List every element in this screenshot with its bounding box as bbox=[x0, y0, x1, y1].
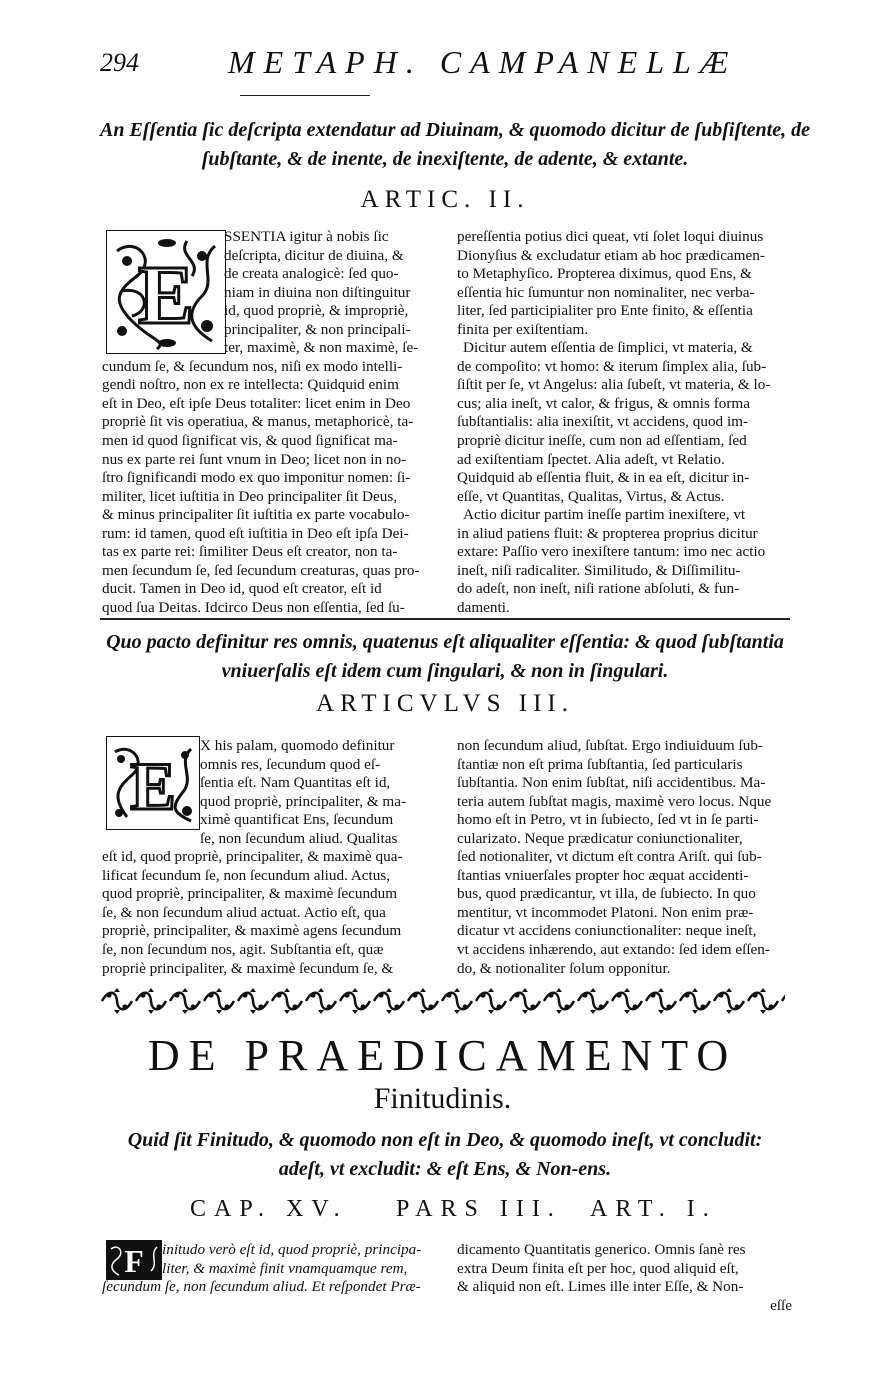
text-line: teria autem ſubſtat magis, maximè vero locus. Nque bbox=[457, 792, 772, 810]
treatise-title: DE PRAEDICAMENTO bbox=[147, 1031, 738, 1080]
section2-left-column bbox=[102, 737, 437, 978]
section2-question bbox=[100, 628, 790, 686]
section1-right-column bbox=[457, 228, 792, 617]
text-line: quod propriè, principaliter, & maximè ſecundum bbox=[102, 885, 398, 903]
chapter-number: CAP. XV. bbox=[190, 1196, 348, 1222]
text-line: ſe, non ſecundum aliud. Qualitas bbox=[200, 829, 398, 847]
text-line: principaliter, & non principali- bbox=[224, 320, 411, 338]
dropcap-letter: E bbox=[130, 748, 176, 824]
text-line: dicamento Quantitatis generico. Omnis ſanè res bbox=[457, 1241, 746, 1258]
section1-article-heading: ARTIC. II. bbox=[360, 186, 530, 213]
text-line: ximè quantificat Ens, ſecundum bbox=[200, 811, 394, 829]
text-line: liter, ſed participialiter pro Ente finito, & eſſentia bbox=[457, 302, 753, 320]
text-line: homo eſt in Petro, vt in ſubiecto, ſed vt in ſe parti- bbox=[457, 811, 759, 829]
text-line: non ſecundum aliud, ſubſtat. Ergo indiuiduum ſub- bbox=[457, 737, 763, 754]
text-line: propriè, principaliter, & maximè agens ſecundum bbox=[102, 922, 402, 940]
text-line: eſt in Deo, eſt ipſe Deus totaliter: licet enim in Deo bbox=[102, 394, 411, 412]
text-line: dicatur vt accidens coniunctionaliter: neque ineſt, bbox=[457, 922, 757, 940]
text-line: rum: id tamen, quod eſt iuſtitia in Deo eſt ipſa Dei- bbox=[102, 524, 409, 542]
text-line: propriè principaliter, & maximè ſecundum ſe, & bbox=[102, 959, 394, 977]
text-line: damenti. bbox=[457, 598, 510, 616]
text-line: de compoſito: vt homo: & iterum ſimplex alia, ſub- bbox=[457, 357, 767, 375]
running-header bbox=[100, 44, 800, 84]
text-line: & minus principaliter ſit iuſtitia ex parte vocabulo- bbox=[102, 506, 410, 524]
section3-left-column bbox=[102, 1241, 437, 1297]
text-line: ſubſtantia. Non enim ſubſtat, niſi accidentibus. Ma- bbox=[457, 774, 766, 792]
text-line: lificat ſecundum ſe, non ſecundum aliud. Actus, bbox=[102, 866, 391, 884]
section1-question-line: An Eſſentia ſic deſcripta extendatur ad Diuinam, & quomodo dicitur de ſubſiſtente, de bbox=[100, 119, 810, 141]
text-line: Dicitur autem eſſentia de ſimplici, vt materia, & bbox=[463, 339, 753, 357]
running-title: METAPH. CAMPANELLÆ bbox=[228, 44, 738, 80]
text-line: ineſt, niſi radicaliter. Similitudo, & Diſſimilitu- bbox=[457, 561, 741, 579]
text-line: cularizato. Neque prædicatur coniunctionaliter, bbox=[457, 829, 743, 847]
text-line: gendi noſtro, non ex re intellecta: Quidquid enim bbox=[102, 376, 399, 394]
text-line: de creata analogicè: ſed quo- bbox=[224, 265, 399, 283]
text-line: cundum ſe, & ſecundum nos, niſi ex modo intelli- bbox=[102, 357, 403, 375]
section3-question bbox=[100, 1126, 790, 1184]
text-line: tas ex parte rei: ſimiliter Deus eſt creator, non ta- bbox=[102, 543, 398, 561]
text-line: eſſentia hic ſumuntur non nominaliter, nec verba- bbox=[457, 283, 755, 301]
text-line: cus; alia ineſt, vt calor, & frigus, & omnis forma bbox=[457, 394, 750, 412]
text-line: & aliquid non eſt. Limes ille inter Eſſe, & Non- bbox=[457, 1278, 744, 1296]
text-line: id, quod propriè, & impropriè, bbox=[224, 302, 409, 320]
text-line: ſentia eſt. Nam Quantitas eſt id, bbox=[200, 774, 391, 792]
text-line: eſt id, quod propriè, principaliter, & maximè qua- bbox=[102, 848, 403, 866]
text-line: to Metaphyſico. Propterea diximus, quod Ens, & bbox=[457, 265, 752, 283]
text-line: finita per exiſtentiam. bbox=[457, 320, 589, 338]
section2-article-heading: ARTICVLVS III. bbox=[316, 690, 574, 717]
section1-question bbox=[100, 116, 810, 174]
text-line: ſiſtit per ſe, vt Angelus: alia ſubeſt, vt materia, & lo- bbox=[457, 376, 771, 394]
text-line: ſed notionaliter, vt dictum eſt contra Ariſt. qui ſub- bbox=[457, 848, 762, 866]
text-line: liter, & maximè finit vnamquamque rem, bbox=[162, 1259, 408, 1277]
text-line: ſtro ſignificandi modo ex quo imponitur nomen: ſi- bbox=[102, 469, 411, 487]
section1-question-line: ſubſtante, & de inente, de inexiſtente, de adente, & extante. bbox=[201, 148, 689, 170]
text-line: ſubſtantialis: alia inexiſtit, vt accidens, quod im- bbox=[457, 413, 749, 431]
text-line: men id quod ſignificat vis, & quod ſignificat ma- bbox=[102, 432, 398, 450]
text-line: ad exiſtentiam ſpectet. Alia adeſt, vt Relatio. bbox=[457, 450, 725, 468]
text-line: Actio dicitur partim ineſſe partim inexiſtere, vt bbox=[463, 506, 746, 524]
header-rule bbox=[240, 95, 370, 96]
section2-question-line: Quo pacto definitur res omnis, quatenus eſt aliqualiter eſſentia: & quod ſubſtantia bbox=[106, 631, 784, 653]
section-divider-rule bbox=[100, 618, 790, 620]
section2-question-line: vniuerſalis eſt idem cum ſingulari, & non in ſingulari. bbox=[221, 660, 669, 682]
text-line: initudo verò eſt id, quod propriè, principa- bbox=[162, 1241, 422, 1258]
section3-question-line: Quid ſit Finitudo, & quomodo non eſt in Deo, & quomodo ineſt, vt concludit: bbox=[127, 1129, 763, 1151]
text-line: propriè dicitur ineſſe, cum non ad eſſentiam, ſed bbox=[457, 432, 747, 450]
dropcap-letter: E bbox=[137, 249, 195, 342]
section3-right-column bbox=[457, 1241, 792, 1315]
text-line: eſſe, vt Quantitas, Qualitas, Virtus, & Actus. bbox=[457, 487, 725, 505]
ornamental-band bbox=[100, 986, 785, 1016]
page-number: 294 bbox=[100, 48, 139, 77]
section3-question-line: adeſt, vt excludit: & eſt Ens, & Non-ens. bbox=[278, 1158, 612, 1180]
text-line: niam in diuina non diſtinguitur bbox=[224, 283, 411, 301]
text-line: quod propriè, principaliter, & ma- bbox=[200, 792, 407, 810]
article-number: ART. I. bbox=[590, 1196, 717, 1222]
text-line: extra Deum finita eſt per hoc, quod aliquid eſt, bbox=[457, 1259, 739, 1277]
text-line: eſſe bbox=[770, 1296, 792, 1314]
text-line: ſe, & non ſecundum aliud actuat. Actio eſt, qua bbox=[102, 903, 386, 921]
text-line: ſtantiæ non eſt prima ſubſtantia, ſed particularis bbox=[457, 755, 743, 773]
text-line: ter, maximè, & non maximè, ſe- bbox=[224, 339, 419, 357]
text-line: omnis res, ſecundum quod eſ- bbox=[200, 755, 381, 773]
text-line: ſecundum ſe, non ſecundum aliud. Et reſpondet Præ- bbox=[102, 1278, 421, 1296]
text-line: do adeſt, non ineſt, niſi ratione abſoluti, & fun- bbox=[457, 580, 740, 598]
fleuron-band-icon bbox=[100, 986, 785, 1016]
text-line: SSENTIA igitur à nobis ſic bbox=[224, 228, 389, 245]
text-line: bus, quod prædicantur, vt illa, de ſubiecto. In quo bbox=[457, 885, 756, 903]
treatise-subtitle: Finitudinis. bbox=[373, 1082, 512, 1115]
text-line: Dionyſius & excludatur etiam ab hoc prædicamen- bbox=[457, 246, 765, 264]
text-line: ſtantias vniuerſales propter hoc æquat accidenti- bbox=[457, 866, 749, 884]
text-line: X his palam, quomodo definitur bbox=[200, 737, 395, 754]
text-line: propriè ſit vis operatiua, & manus, metaphoricè, ta- bbox=[102, 413, 414, 431]
section2-right-column bbox=[457, 737, 792, 978]
section1-left-column bbox=[102, 228, 437, 617]
text-line: do, & notionaliter ſolum opponitur. bbox=[457, 959, 671, 977]
text-line: militer, licet iuſtitia in Deo principaliter ſit Deus, bbox=[102, 487, 398, 505]
text-line: nus ex parte rei ſunt vnum in Deo; licet non in no- bbox=[102, 450, 407, 468]
text-line: quod ſua Deitas. Idcirco Deus non eſſentia, ſed ſu- bbox=[102, 598, 405, 616]
text-line: ſe, non ſecundum nos, agit. Subſtantia eſt, quæ bbox=[102, 941, 384, 959]
text-line: deſcripta, dicitur de diuina, & bbox=[224, 246, 404, 264]
text-line: in aliud patiens fluit: & propterea proprius dicitur bbox=[457, 524, 758, 542]
text-line: men ſecundum ſe, ſed ſecundum creaturas, quas pro- bbox=[102, 561, 420, 579]
text-line: mentitur, vt incommodet Platoni. Non enim præ- bbox=[457, 903, 754, 921]
text-line: vt accidens inhærendo, aut extando: ſed idem eſſen- bbox=[457, 941, 770, 959]
part-number: PARS III. bbox=[396, 1196, 562, 1222]
text-line: ducit. Tamen in Deo id, quod eſt creator, eſt id bbox=[102, 580, 382, 598]
dropcap-letter: F bbox=[124, 1243, 144, 1279]
text-line: extare: Paſſio vero inexiſtere tantum: imo nec actio bbox=[457, 543, 766, 561]
text-line: pereſſentia potius dici queat, vti ſolet loqui diuinus bbox=[457, 228, 764, 245]
text-line: Quidquid ab eſſentia fluit, & in ea eſt, dicitur in- bbox=[457, 469, 750, 487]
